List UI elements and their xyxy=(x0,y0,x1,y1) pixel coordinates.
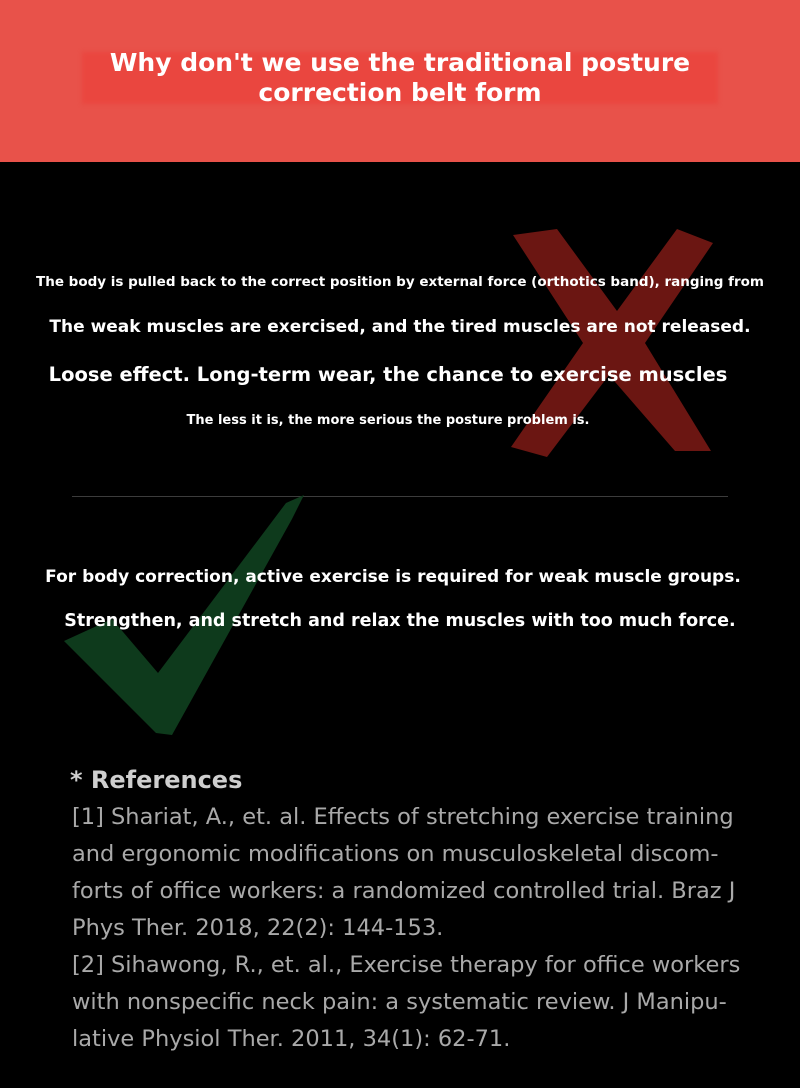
page-title-line-1: Why don't we use the traditional posture xyxy=(109,48,691,77)
reference-line-4: Phys Ther. 2018, 22(2): 144-153. xyxy=(72,915,444,941)
traditional-text-line-1: The body is pulled back to the correct position by external force (orthotics band), ranging from xyxy=(36,274,764,290)
reference-line-5: [2] Sihawong, R., et. al., Exercise therapy for office workers xyxy=(72,952,741,978)
reference-line-2: and ergonomic modifications on musculoskeletal discom- xyxy=(72,841,719,867)
reference-line-1: [1] Shariat, A., et. al. Effects of stretching exercise training xyxy=(72,804,734,830)
reference-line-3: forts of office workers: a randomized controlled trial. Braz J xyxy=(72,878,736,904)
traditional-text-line-3: Loose effect. Long-term wear, the chance to exercise muscles xyxy=(48,363,728,386)
reference-line-7: lative Physiol Ther. 2011, 34(1): 62-71. xyxy=(72,1026,511,1052)
page-title-line-2: correction belt form xyxy=(258,78,542,107)
traditional-text-line-2: The weak muscles are exercised, and the tired muscles are not released. xyxy=(49,317,751,337)
recommended-text-line-2: Strengthen, and stretch and relax the muscles with too much force. xyxy=(64,611,736,631)
references-heading: * References xyxy=(70,766,243,794)
reference-line-6: with nonspecific neck pain: a systematic review. J Manipu- xyxy=(72,989,727,1015)
traditional-text-line-4: The less it is, the more serious the posture problem is. xyxy=(186,413,590,428)
recommended-text-line-1: For body correction, active exercise is required for weak muscle groups. xyxy=(45,567,741,587)
page-title xyxy=(90,48,710,108)
header-banner xyxy=(0,0,800,162)
